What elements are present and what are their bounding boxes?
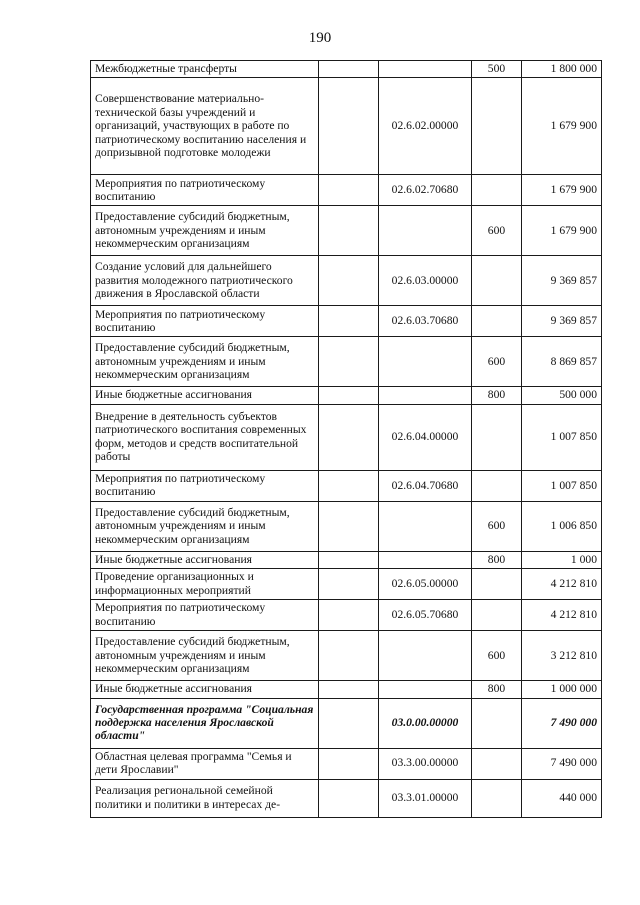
row-amount-cell: 7 490 000 xyxy=(522,748,602,779)
row-empty-cell xyxy=(319,175,379,206)
row-empty-cell xyxy=(319,600,379,631)
row-code-cell: 02.6.02.70680 xyxy=(379,175,472,206)
row-amount-cell: 3 212 810 xyxy=(522,631,602,681)
row-empty-cell xyxy=(319,387,379,404)
table-row xyxy=(91,631,602,681)
row-empty-cell xyxy=(319,306,379,337)
row-code-cell xyxy=(379,681,472,698)
row-type-cell: 600 xyxy=(472,206,522,256)
row-type-cell xyxy=(472,78,522,175)
row-name-cell: Предоставление субсидий бюджетным, автономным учреждениям и иным некоммерческим организациям xyxy=(91,631,319,681)
row-code-cell: 03.3.00.00000 xyxy=(379,748,472,779)
row-amount-cell: 9 369 857 xyxy=(522,256,602,306)
budget-table-body xyxy=(91,61,602,818)
row-type-cell xyxy=(472,404,522,470)
row-name-cell: Межбюджетные трансферты xyxy=(91,61,319,78)
row-empty-cell xyxy=(319,698,379,748)
table-row xyxy=(91,206,602,256)
table-row xyxy=(91,569,602,600)
row-empty-cell xyxy=(319,779,379,817)
row-code-cell xyxy=(379,337,472,387)
row-type-cell xyxy=(472,569,522,600)
row-code-cell xyxy=(379,551,472,568)
row-amount-cell: 1 679 900 xyxy=(522,175,602,206)
table-row xyxy=(91,404,602,470)
row-code-cell: 02.6.02.00000 xyxy=(379,78,472,175)
row-name-cell: Проведение организационных и информационных мероприятий xyxy=(91,569,319,600)
row-amount-cell: 4 212 810 xyxy=(522,600,602,631)
row-empty-cell xyxy=(319,206,379,256)
row-name-cell: Мероприятия по патриотическому воспитанию xyxy=(91,470,319,501)
table-row xyxy=(91,501,602,551)
row-amount-cell: 1 007 850 xyxy=(522,470,602,501)
row-empty-cell xyxy=(319,404,379,470)
table-row xyxy=(91,337,602,387)
row-amount-cell: 1 679 900 xyxy=(522,78,602,175)
row-name-cell: Мероприятия по патриотическому воспитанию xyxy=(91,600,319,631)
table-row xyxy=(91,256,602,306)
row-type-cell xyxy=(472,306,522,337)
row-type-cell xyxy=(472,175,522,206)
row-empty-cell xyxy=(319,748,379,779)
row-code-cell: 02.6.05.00000 xyxy=(379,569,472,600)
row-amount-cell: 9 369 857 xyxy=(522,306,602,337)
table-row xyxy=(91,470,602,501)
row-type-cell: 500 xyxy=(472,61,522,78)
row-name-cell: Мероприятия по патриотическому воспитанию xyxy=(91,306,319,337)
row-name-cell: Иные бюджетные ассигнования xyxy=(91,387,319,404)
row-empty-cell xyxy=(319,569,379,600)
table-row xyxy=(91,61,602,78)
row-type-cell xyxy=(472,470,522,501)
table-row xyxy=(91,779,602,817)
row-name-cell: Реализация региональной семейной политики и политики в интересах де- xyxy=(91,779,319,817)
budget-table xyxy=(90,60,602,818)
row-type-cell: 600 xyxy=(472,337,522,387)
row-code-cell xyxy=(379,631,472,681)
table-row xyxy=(91,175,602,206)
row-name-cell: Иные бюджетные ассигнования xyxy=(91,681,319,698)
row-code-cell xyxy=(379,206,472,256)
row-code-cell: 02.6.04.00000 xyxy=(379,404,472,470)
row-type-cell: 800 xyxy=(472,551,522,568)
row-code-cell: 02.6.04.70680 xyxy=(379,470,472,501)
row-empty-cell xyxy=(319,551,379,568)
row-name-cell: Иные бюджетные ассигнования xyxy=(91,551,319,568)
row-amount-cell: 1 000 xyxy=(522,551,602,568)
table-row xyxy=(91,306,602,337)
row-code-cell xyxy=(379,61,472,78)
row-code-cell xyxy=(379,501,472,551)
table-row xyxy=(91,681,602,698)
row-empty-cell xyxy=(319,337,379,387)
row-name-cell: Предоставление субсидий бюджетным, автономным учреждениям и иным некоммерческим организациям xyxy=(91,206,319,256)
row-amount-cell: 500 000 xyxy=(522,387,602,404)
row-empty-cell xyxy=(319,78,379,175)
table-row xyxy=(91,698,602,748)
row-empty-cell xyxy=(319,470,379,501)
row-name-cell: Создание условий для дальнейшего развития молодежного патриотического движения в Ярославской области xyxy=(91,256,319,306)
row-empty-cell xyxy=(319,61,379,78)
row-type-cell xyxy=(472,779,522,817)
row-name-cell: Мероприятия по патриотическому воспитанию xyxy=(91,175,319,206)
row-amount-cell: 1 006 850 xyxy=(522,501,602,551)
row-name-cell: Совершенствование материально-технической базы учреждений и организаций, участвующих в работе по патриотическому воспитанию населения и допризывной подготовке молодежи xyxy=(91,78,319,175)
row-code-cell xyxy=(379,387,472,404)
row-type-cell xyxy=(472,600,522,631)
row-name-cell: Государственная программа "Социальная поддержка населения Ярославской области" xyxy=(91,698,319,748)
row-empty-cell xyxy=(319,501,379,551)
row-amount-cell: 1 679 900 xyxy=(522,206,602,256)
page-number: 190 xyxy=(308,30,332,46)
row-name-cell: Предоставление субсидий бюджетным, автономным учреждениям и иным некоммерческим организациям xyxy=(91,337,319,387)
table-row xyxy=(91,387,602,404)
row-code-cell: 02.6.03.70680 xyxy=(379,306,472,337)
row-type-cell: 800 xyxy=(472,681,522,698)
row-amount-cell: 1 007 850 xyxy=(522,404,602,470)
row-type-cell: 600 xyxy=(472,631,522,681)
row-code-cell: 03.3.01.00000 xyxy=(379,779,472,817)
table-row xyxy=(91,551,602,568)
row-type-cell: 800 xyxy=(472,387,522,404)
row-code-cell: 02.6.05.70680 xyxy=(379,600,472,631)
row-name-cell: Областная целевая программа "Семья и дети Ярославии" xyxy=(91,748,319,779)
table-row xyxy=(91,78,602,175)
row-type-cell xyxy=(472,698,522,748)
row-amount-cell: 8 869 857 xyxy=(522,337,602,387)
row-amount-cell: 1 000 000 xyxy=(522,681,602,698)
row-name-cell: Внедрение в деятельность субъектов патриотического воспитания современных форм, методов и средств воспитательной работы xyxy=(91,404,319,470)
row-type-cell xyxy=(472,256,522,306)
row-code-cell: 03.0.00.00000 xyxy=(379,698,472,748)
row-amount-cell: 7 490 000 xyxy=(522,698,602,748)
row-empty-cell xyxy=(319,631,379,681)
row-code-cell: 02.6.03.00000 xyxy=(379,256,472,306)
row-type-cell: 600 xyxy=(472,501,522,551)
row-name-cell: Предоставление субсидий бюджетным, автономным учреждениям и иным некоммерческим организациям xyxy=(91,501,319,551)
row-type-cell xyxy=(472,748,522,779)
row-amount-cell: 440 000 xyxy=(522,779,602,817)
row-amount-cell: 1 800 000 xyxy=(522,61,602,78)
row-empty-cell xyxy=(319,256,379,306)
row-empty-cell xyxy=(319,681,379,698)
table-row xyxy=(91,600,602,631)
table-row xyxy=(91,748,602,779)
row-amount-cell: 4 212 810 xyxy=(522,569,602,600)
